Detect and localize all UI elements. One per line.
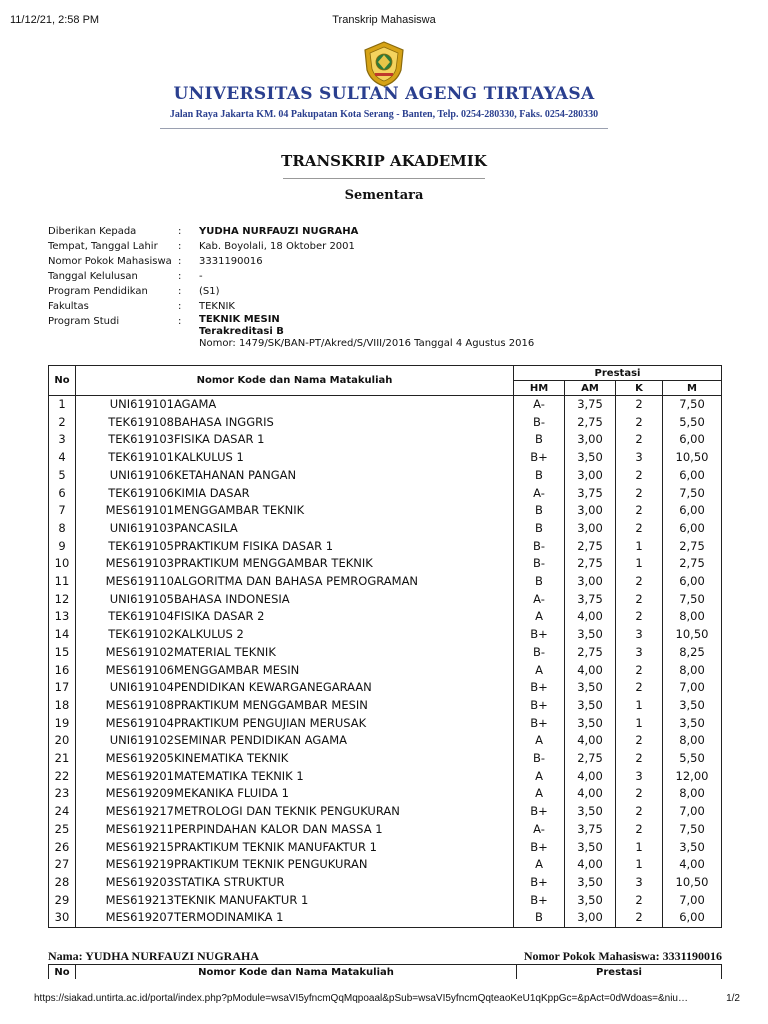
course-am: 3,50 [565,892,616,910]
info-value-program: (S1) [199,286,220,297]
grades-table-body [49,396,722,928]
header-prestasi: Prestasi [517,965,722,980]
course-no: 21 [49,750,76,768]
course-am: 4,00 [565,732,616,750]
course-m: 4,00 [663,856,722,874]
course-no: 1 [49,396,76,414]
course-hm: A- [514,396,565,414]
print-datetime: 11/12/21, 2:58 PM [10,14,100,26]
course-am: 3,00 [565,520,616,538]
course-hm: A [514,785,565,803]
course-m: 10,50 [663,874,722,892]
course-no: 13 [49,608,76,626]
course-k: 2 [616,821,663,839]
course-code: UNI619106 [76,467,175,485]
course-code: TEK619103 [76,431,175,449]
course-name: PENDIDIKAN KEWARGANEGARAAN [174,679,514,697]
course-k: 3 [616,874,663,892]
course-am: 4,00 [565,785,616,803]
course-k: 2 [616,467,663,485]
course-name: TERMODINAMIKA 1 [174,909,514,927]
course-hm: B- [514,750,565,768]
footer-student-name: Nama: YUDHA NURFAUZI NUGRAHA [48,949,259,963]
table-row [49,750,722,768]
course-no: 15 [49,644,76,662]
course-code: MES619219 [76,856,175,874]
table-row [49,785,722,803]
info-label: Tanggal Kelulusan [48,271,138,282]
course-hm: A [514,856,565,874]
course-hm: B [514,467,565,485]
info-colon: : [178,316,182,327]
course-code: TEK619102 [76,626,175,644]
course-am: 3,50 [565,715,616,733]
course-hm: B+ [514,803,565,821]
course-code: TEK619105 [76,538,175,556]
info-colon: : [178,256,182,267]
course-no: 16 [49,662,76,680]
course-k: 2 [616,909,663,927]
course-am: 3,00 [565,909,616,927]
course-name: KALKULUS 2 [174,626,514,644]
course-m: 6,00 [663,502,722,520]
course-hm: A [514,768,565,786]
table-row [49,803,722,821]
course-code: UNI619101 [76,396,175,414]
course-am: 3,50 [565,697,616,715]
course-am: 4,00 [565,662,616,680]
course-name: AGAMA [174,396,514,414]
course-no: 27 [49,856,76,874]
course-k: 2 [616,732,663,750]
course-name: FISIKA DASAR 1 [174,431,514,449]
course-m: 7,00 [663,679,722,697]
course-k: 1 [616,555,663,573]
course-hm: B+ [514,679,565,697]
course-m: 2,75 [663,538,722,556]
course-no: 6 [49,485,76,503]
course-k: 2 [616,785,663,803]
course-am: 3,00 [565,573,616,591]
course-k: 2 [616,485,663,503]
course-k: 2 [616,502,663,520]
course-k: 3 [616,644,663,662]
info-colon: : [178,301,182,312]
course-k: 1 [616,856,663,874]
course-name: MENGGAMBAR MESIN [174,662,514,680]
course-m: 10,50 [663,449,722,467]
course-am: 3,50 [565,874,616,892]
course-am: 2,75 [565,414,616,432]
university-logo-icon [361,40,407,88]
course-hm: A- [514,591,565,609]
header-hm: HM [514,381,565,396]
course-code: UNI619102 [76,732,175,750]
course-no: 26 [49,839,76,857]
course-code: MES619102 [76,644,175,662]
header-k: K [616,381,663,396]
course-no: 9 [49,538,76,556]
table-row [49,520,722,538]
course-am: 3,75 [565,591,616,609]
table-row [49,856,722,874]
course-hm: B [514,909,565,927]
course-no: 29 [49,892,76,910]
course-k: 2 [616,573,663,591]
course-hm: A [514,732,565,750]
course-m: 8,00 [663,785,722,803]
course-k: 1 [616,538,663,556]
course-no: 20 [49,732,76,750]
course-name: FISIKA DASAR 2 [174,608,514,626]
header-no: No [49,366,76,396]
info-colon: : [178,286,182,297]
course-m: 7,50 [663,485,722,503]
course-m: 12,00 [663,768,722,786]
course-code: TEK619101 [76,449,175,467]
course-am: 3,50 [565,449,616,467]
course-no: 23 [49,785,76,803]
course-code: MES619106 [76,662,175,680]
course-m: 3,50 [663,839,722,857]
course-no: 25 [49,821,76,839]
header-course: Nomor Kode dan Nama Matakuliah [76,366,514,396]
course-am: 4,00 [565,856,616,874]
course-m: 8,00 [663,732,722,750]
course-k: 2 [616,662,663,680]
course-no: 28 [49,874,76,892]
course-am: 3,00 [565,467,616,485]
table-row [49,768,722,786]
course-name: MEKANIKA FLUIDA 1 [174,785,514,803]
course-m: 7,00 [663,892,722,910]
course-no: 18 [49,697,76,715]
table-row [49,608,722,626]
course-no: 8 [49,520,76,538]
course-am: 3,00 [565,431,616,449]
course-hm: B- [514,414,565,432]
course-m: 3,50 [663,715,722,733]
table-row [49,892,722,910]
course-name: MATEMATIKA TEKNIK 1 [174,768,514,786]
table-row [49,396,722,414]
course-name: PERPINDAHAN KALOR DAN MASSA 1 [174,821,514,839]
header-am: AM [565,381,616,396]
course-k: 2 [616,591,663,609]
course-name: SEMINAR PENDIDIKAN AGAMA [174,732,514,750]
table-row [49,874,722,892]
course-code: TEK619106 [76,485,175,503]
course-hm: B+ [514,839,565,857]
course-am: 3,75 [565,821,616,839]
course-m: 5,50 [663,750,722,768]
course-no: 30 [49,909,76,927]
info-value-student-name: YUDHA NURFAUZI NUGRAHA [199,226,359,237]
course-no: 7 [49,502,76,520]
course-code: MES619108 [76,697,175,715]
info-label: Program Pendidikan [48,286,148,297]
course-am: 4,00 [565,768,616,786]
course-no: 19 [49,715,76,733]
course-no: 24 [49,803,76,821]
university-name: UNIVERSITAS SULTAN AGENG TIRTAYASA [173,84,595,104]
table-row [49,431,722,449]
course-name: ALGORITMA DAN BAHASA PEMROGRAMAN [174,573,514,591]
course-code: TEK619104 [76,608,175,626]
info-value-graduation: - [199,271,203,282]
course-name: KALKULUS 1 [174,449,514,467]
course-hm: B- [514,538,565,556]
course-m: 6,00 [663,520,722,538]
course-m: 7,50 [663,821,722,839]
info-label: Program Studi [48,316,120,327]
course-code: MES619215 [76,839,175,857]
course-code: MES619217 [76,803,175,821]
course-k: 2 [616,396,663,414]
info-label: Tempat, Tanggal Lahir [48,241,158,252]
course-k: 3 [616,449,663,467]
course-code: MES619201 [76,768,175,786]
course-name: PRAKTIKUM MENGGAMBAR TEKNIK [174,555,514,573]
course-k: 3 [616,626,663,644]
course-code: MES619101 [76,502,175,520]
course-no: 22 [49,768,76,786]
course-code: MES619110 [76,573,175,591]
print-url: https://siakad.untirta.ac.id/portal/index.php?pModule=wsaVI5yfncmQqMqpoaal&pSub=wsaVI5yfncmQqteaoKeU1qKppGc=&pAct=0dWdoas=&niu… [34,993,688,1004]
course-code: MES619104 [76,715,175,733]
info-label: Nomor Pokok Mahasiswa [48,256,172,267]
table-row [49,732,722,750]
course-name: PANCASILA [174,520,514,538]
table-row [49,485,722,503]
header-m: M [663,381,722,396]
table-row [49,626,722,644]
course-am: 3,75 [565,485,616,503]
course-k: 1 [616,715,663,733]
info-value-birth: Kab. Boyolali, 18 Oktober 2001 [199,241,355,252]
course-code: UNI619104 [76,679,175,697]
course-name: PRAKTIKUM TEKNIK PENGUKURAN [174,856,514,874]
program-studi-accreditation: Terakreditasi B [199,326,284,337]
course-hm: B+ [514,697,565,715]
document-subtitle: Sementara [344,188,424,203]
course-hm: B+ [514,626,565,644]
course-no: 4 [49,449,76,467]
course-name: PRAKTIKUM TEKNIK MANUFAKTUR 1 [174,839,514,857]
table-row [49,697,722,715]
course-k: 2 [616,431,663,449]
table-row [49,644,722,662]
table-row [49,591,722,609]
course-m: 6,00 [663,467,722,485]
table-row [49,821,722,839]
course-name: KINEMATIKA TEKNIK [174,750,514,768]
course-k: 2 [616,414,663,432]
course-m: 3,50 [663,697,722,715]
course-name: MENGGAMBAR TEKNIK [174,502,514,520]
course-hm: B [514,573,565,591]
course-hm: B+ [514,892,565,910]
table-row [49,715,722,733]
course-k: 1 [616,839,663,857]
course-hm: B+ [514,449,565,467]
course-code: MES619103 [76,555,175,573]
course-hm: A [514,662,565,680]
course-hm: A- [514,485,565,503]
header-prestasi: Prestasi [514,366,722,381]
program-studi-accreditation-number: Nomor: 1479/SK/BAN-PT/Akred/S/VIII/2016 Tanggal 4 Agustus 2016 [199,338,535,349]
course-code: MES619203 [76,874,175,892]
course-m: 5,50 [663,414,722,432]
course-k: 2 [616,892,663,910]
document-title: TRANSKRIP AKADEMIK [281,152,487,170]
university-address: Jalan Raya Jakarta KM. 04 Pakupatan Kota Serang - Banten, Telp. 0254-280330, Faks. 0254-280330 [169,109,599,120]
course-m: 6,00 [663,431,722,449]
course-k: 1 [616,697,663,715]
course-k: 2 [616,803,663,821]
title-divider [283,178,485,179]
course-hm: B- [514,555,565,573]
header-divider [160,128,608,129]
course-name: PRAKTIKUM PENGUJIAN MERUSAK [174,715,514,733]
course-hm: A- [514,821,565,839]
header-course: Nomor Kode dan Nama Matakuliah [76,965,517,980]
course-code: MES619205 [76,750,175,768]
course-no: 12 [49,591,76,609]
table-row [49,502,722,520]
course-hm: B- [514,644,565,662]
course-k: 2 [616,679,663,697]
course-code: UNI619105 [76,591,175,609]
table-row [49,555,722,573]
course-m: 8,00 [663,608,722,626]
course-code: MES619207 [76,909,175,927]
course-hm: A [514,608,565,626]
course-am: 2,75 [565,750,616,768]
course-hm: B [514,520,565,538]
course-name: KETAHANAN PANGAN [174,467,514,485]
course-code: MES619211 [76,821,175,839]
info-colon: : [178,226,182,237]
table-row [49,573,722,591]
course-m: 8,00 [663,662,722,680]
course-name: PRAKTIKUM MENGGAMBAR MESIN [174,697,514,715]
course-name: METROLOGI DAN TEKNIK PENGUKURAN [174,803,514,821]
info-label: Diberikan Kepada [48,226,137,237]
course-m: 6,00 [663,909,722,927]
course-am: 3,75 [565,396,616,414]
table-row [49,538,722,556]
course-no: 3 [49,431,76,449]
print-title: Transkrip Mahasiswa [332,14,436,26]
course-code: MES619213 [76,892,175,910]
course-m: 7,50 [663,396,722,414]
course-k: 3 [616,768,663,786]
course-k: 2 [616,750,663,768]
course-am: 3,50 [565,626,616,644]
course-no: 10 [49,555,76,573]
info-colon: : [178,241,182,252]
program-studi-value [199,314,534,350]
course-am: 3,50 [565,679,616,697]
course-am: 3,50 [565,803,616,821]
table-row [49,839,722,857]
grades-table-continued [48,964,722,979]
header-no: No [49,965,76,980]
course-m: 8,25 [663,644,722,662]
course-name: TEKNIK MANUFAKTUR 1 [174,892,514,910]
table-row [49,467,722,485]
course-no: 5 [49,467,76,485]
grades-table [48,365,722,928]
info-label: Fakultas [48,301,89,312]
course-name: MATERIAL TEKNIK [174,644,514,662]
print-page-number: 1/2 [726,993,740,1004]
footer-student-nim: Nomor Pokok Mahasiswa: 3331190016 [523,949,722,963]
course-am: 3,00 [565,502,616,520]
table-row [49,414,722,432]
course-hm: B+ [514,715,565,733]
course-no: 11 [49,573,76,591]
course-m: 2,75 [663,555,722,573]
course-k: 2 [616,520,663,538]
course-m: 7,50 [663,591,722,609]
program-studi-name: TEKNIK MESIN [199,314,280,325]
info-colon: : [178,271,182,282]
course-am: 4,00 [565,608,616,626]
course-am: 2,75 [565,644,616,662]
course-no: 17 [49,679,76,697]
course-k: 2 [616,608,663,626]
table-row [49,449,722,467]
course-name: BAHASA INGGRIS [174,414,514,432]
course-m: 6,00 [663,573,722,591]
course-m: 7,00 [663,803,722,821]
course-code: MES619209 [76,785,175,803]
course-hm: B [514,502,565,520]
course-am: 3,50 [565,839,616,857]
course-am: 2,75 [565,555,616,573]
info-value-faculty: TEKNIK [199,301,235,312]
table-row [49,909,722,927]
course-code: TEK619108 [76,414,175,432]
course-no: 2 [49,414,76,432]
table-row [49,662,722,680]
course-hm: B [514,431,565,449]
course-name: BAHASA INDONESIA [174,591,514,609]
course-name: STATIKA STRUKTUR [174,874,514,892]
course-hm: B+ [514,874,565,892]
course-name: KIMIA DASAR [174,485,514,503]
course-code: UNI619103 [76,520,175,538]
table-row [49,679,722,697]
course-am: 2,75 [565,538,616,556]
info-value-nim: 3331190016 [199,256,263,267]
course-no: 14 [49,626,76,644]
course-name: PRAKTIKUM FISIKA DASAR 1 [174,538,514,556]
course-m: 10,50 [663,626,722,644]
